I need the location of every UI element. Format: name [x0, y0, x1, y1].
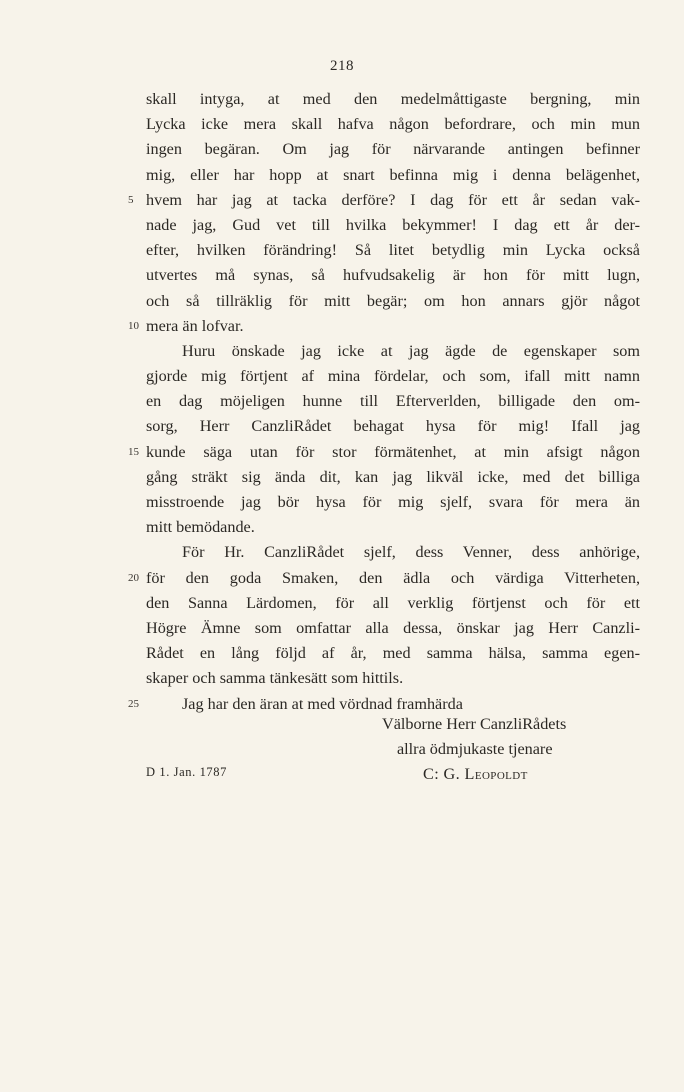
line-text: den Sanna Lärdomen, för all verklig förtjenst och för ett: [146, 593, 640, 612]
page-number: 218: [330, 58, 354, 74]
line-text: Rådet en lång följd af år, med samma hälsa, samma egen-: [146, 644, 640, 663]
line-number: 10: [128, 319, 139, 332]
text-line: [146, 490, 640, 515]
text-line: [146, 87, 640, 112]
line-text: sorg, Herr CanzliRådet behagat hysa för mig! Ifall jag: [146, 417, 640, 436]
line-text: ingen begäran. Om jag för närvarande antingen befinner: [146, 140, 640, 159]
text-line: [146, 389, 640, 414]
line-text: utvertes må synas, så hufvudsakelig är hon för mitt lugn,: [146, 266, 640, 285]
line-text: hvem har jag at tacka derföre? I dag för ett år sedan vak-: [146, 190, 640, 209]
text-line: [128, 440, 640, 465]
letter-date: D 1. Jan. 1787: [146, 765, 227, 779]
signature-name: Leopoldt: [464, 765, 528, 783]
line-text: och så tillräklig för mitt begär; om hon annars gjör något: [146, 291, 640, 310]
line-text: nade jag, Gud vet till hvilka bekymmer! I dag ett år der-: [146, 215, 640, 234]
line-text: Högre Ämne som omfattar alla dessa, önskar jag Herr Canzli-: [146, 618, 640, 637]
signature-initials: C: G.: [423, 765, 461, 783]
line-text: gång sträkt sig ända dit, kan jag likväl icke, med det billiga: [146, 467, 640, 486]
closing-salutation: Välborne Herr CanzliRådets: [382, 715, 567, 733]
letter-body: [128, 87, 640, 717]
line-text: efter, hvilken förändring! Så litet betydlig min Lycka också: [146, 241, 640, 260]
text-line: [128, 314, 640, 339]
text-line: [146, 263, 640, 288]
text-line: [146, 238, 640, 263]
line-text: skaper och samma tänkesätt som hittils.: [146, 669, 404, 688]
text-line: [146, 163, 640, 188]
text-line: [146, 289, 640, 314]
line-text: För Hr. CanzliRådet sjelf, dess Venner, dess anhörige,: [182, 543, 640, 562]
text-line: [146, 641, 640, 666]
line-text: skall intyga, at med den medelmåttigaste bergning, min: [146, 90, 640, 108]
line-text: mera än lofvar.: [146, 316, 244, 335]
text-line: [146, 616, 640, 641]
line-number: 20: [128, 571, 139, 584]
text-line: [146, 591, 640, 616]
line-text: gjorde mig förtjent af mina fördelar, och som, ifall mitt namn: [146, 367, 640, 386]
text-line: [146, 364, 640, 389]
line-text: en dag möjeligen hunne till Efterverlden, billigade den om-: [146, 392, 640, 411]
closing-servant: allra ödmjukaste tjenare: [397, 740, 553, 758]
text-line: [146, 515, 640, 540]
text-line: [128, 566, 640, 591]
text-line: [128, 188, 640, 213]
line-number: 15: [128, 445, 139, 458]
line-text: Lycka icke mera skall hafva någon befordrare, och min mun: [146, 115, 640, 134]
text-line: [146, 112, 640, 137]
line-number: 25: [128, 697, 139, 710]
line-text: mig, eller har hopp at snart befinna mig i denna belägenhet,: [146, 165, 640, 184]
line-text: Huru önskade jag icke at jag ägde de egenskaper som: [182, 341, 640, 360]
line-text: misstroende jag bör hysa för mig sjelf, svara för mera än: [146, 493, 640, 511]
text-line: [146, 339, 640, 364]
text-line: [146, 666, 640, 691]
text-line: [146, 465, 640, 490]
line-number: 5: [128, 193, 134, 206]
text-line: [146, 137, 640, 162]
signature: [423, 762, 528, 787]
line-text: kunde säga utan för stor förmätenhet, at min afsigt någon: [146, 442, 640, 461]
line-text: för den goda Smaken, den ädla och värdiga Vitterheten,: [146, 568, 640, 587]
line-text: Jag har den äran at med vördnad framhärda: [182, 694, 463, 713]
text-line: [146, 414, 640, 439]
text-line: [146, 540, 640, 565]
line-text: mitt bemödande.: [146, 518, 255, 537]
text-line: [146, 213, 640, 238]
